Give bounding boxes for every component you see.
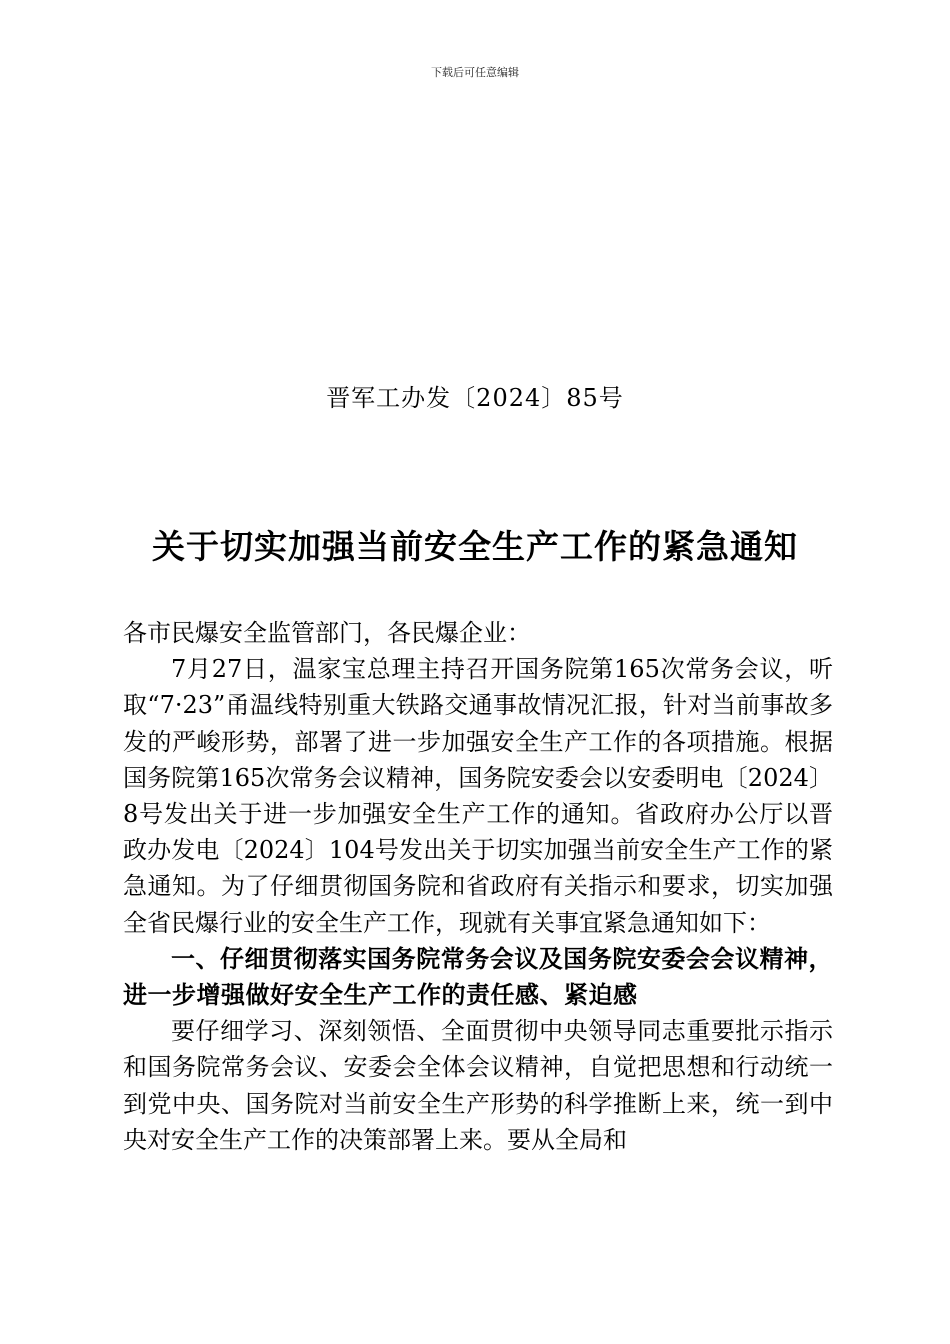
document-body (123, 615, 833, 1158)
paragraph-section-1: 要仔细学习、深刻领悟、全面贯彻中央领导同志重要批示指示和国务院常务会议、安委会全体会议精神，自觉把思想和行动统一到党中央、国务院对当前安全生产形势的科学推断上来，统一到中央对安全生产工作的决策部署上来。要从全局和 (123, 1017, 833, 1154)
document-title: 关于切实加强当前安全生产工作的紧急通知 (152, 527, 798, 566)
salutation: 各市民爆安全监管部门，各民爆企业： (123, 619, 531, 647)
document-number: 晋军工办发〔2024〕85号 (326, 384, 624, 412)
section-heading-1: 一、仔细贯彻落实国务院常务会议及国务院安委会会议精神，进一步增强做好安全生产工作的责任感、紧迫感 (123, 944, 833, 1010)
watermark: 下载后可任意编辑 (431, 66, 519, 79)
paragraph-intro: 7月27日，温家宝总理主持召开国务院第165次常务会议，听取“7·23”甬温线特别重大铁路交通事故情况汇报，针对当前事故多发的严峻形势，部署了进一步加强安全生产工作的各项措施。根据国务院第165次常务会议精神，国务院安委会以安委明电〔2024〕8号发出关于进一步加强安全生产工作的通知。省政府办公厅以晋政办发电〔2024〕104号发出关于切实加强当前安全生产工作的紧急通知。为了仔细贯彻国务院和省政府有关指示和要求，切实加强全省民爆行业的安全生产工作，现就有关事宜紧急通知如下： (123, 655, 833, 937)
